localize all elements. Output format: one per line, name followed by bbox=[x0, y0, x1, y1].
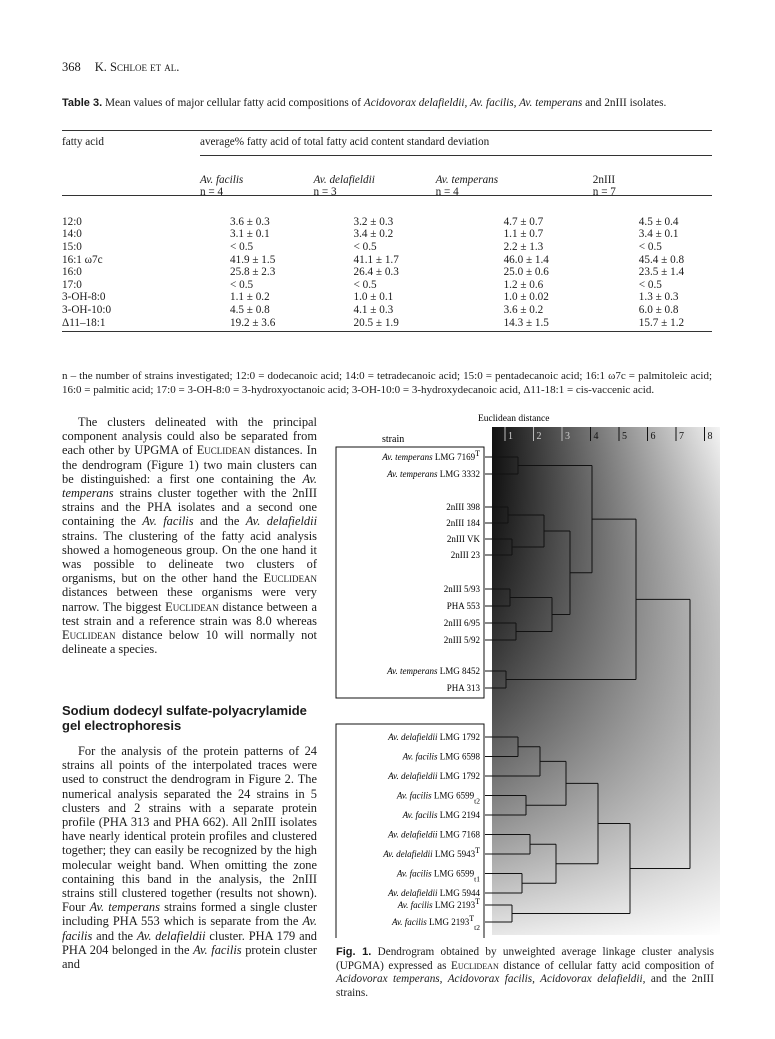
table-row bbox=[62, 254, 712, 267]
tick-label: 1 bbox=[508, 431, 513, 442]
table-footnote: n – the number of strains investigated; 12:0 = dodecanoic acid; 14:0 = tetradecanoic acid; 15:0 = pentadecanoic acid; 16:1 ω7c = palmitoleic acid; 16:0 = palmitic acid; 17:0 = 3-OH-8:0 = 3-hydroxyoctanoic acid; 3-OH-10:0 = 3-hydroxydecanoic acid, Δ11-18:1 = cis-vaccenic acid. bbox=[62, 370, 712, 396]
table-cell: 1.1 ± 0.2 bbox=[230, 291, 270, 304]
strain-label: 2nIII 398 bbox=[446, 502, 480, 512]
table-cell: 4.5 ± 0.8 bbox=[230, 303, 270, 316]
table-cell: 45.4 ± 0.8 bbox=[638, 253, 685, 266]
body-paragraph-1: The clusters delineated with the principal component analysis could also be separated from each other by UPGMA of Euclidean distances. In the dendrogram (Figure 1) two main clusters can be distinguished: a first one containing the Av. temperans strains cluster together with the 2nIII strains and the PHA isolates and a second one containing the Av. facilis and the Av. delafieldii strains. The clustering of the fatty acid analysis showed a homogeneous group. On the one hand it was possible to delineate two clusters of organisms, but on the other hand the Euclidean distances between these organisms were very narrow. The biggest Euclidean distance between a test strain and a reference strain was 8.0 whereas Euclidean distance below 10 will normally not delineate a species. bbox=[62, 415, 318, 657]
strain-label: Av. temperans LMG 3332 bbox=[387, 469, 480, 479]
col-species-name: Av. delafieldii bbox=[313, 173, 375, 186]
row-acid: 12:0 bbox=[62, 215, 82, 228]
tick-label: 2 bbox=[536, 431, 542, 442]
strain-label: 2nIII 184 bbox=[446, 518, 480, 528]
fatty-acid-table bbox=[62, 136, 712, 329]
tick-label: 4 bbox=[593, 431, 599, 442]
axis-title: Euclidean distance bbox=[478, 414, 550, 424]
n-row bbox=[62, 186, 712, 199]
table-cell: < 0.5 bbox=[638, 240, 662, 253]
strain-header: strain bbox=[382, 434, 405, 445]
col-species-name: 2nIII bbox=[592, 173, 616, 186]
row-acid: 3-OH-10:0 bbox=[62, 303, 112, 316]
caption-species: Acidovorax delafieldii, Av. facilis, Av. temperans bbox=[363, 97, 583, 109]
row-acid: 15:0 bbox=[62, 240, 82, 253]
caption-text: Mean values of major cellular fatty acid compositions of bbox=[104, 97, 364, 109]
tick-label: 7 bbox=[679, 431, 684, 442]
body-paragraph-2: For the analysis of the protein patterns of 24 strains all points of the interpolated traces were used to construct the dendrogram in Figure 2. The numerical analysis separated the 24 strains in 5 clusters and 2 strains with a separate protein profile (PHA 313 and PHA 662). All 2nIII isolates have nearly identical protein profiles and clustered together; they can easily be recognized by the high molecular weight band. When omitting the zone containing this band in the analysis, the 2nIII strains still clustered together (results not shown). Four Av. temperans strains formed a single cluster including PHA 553 which is separate from the Av. facilis and the Av. delafieldii cluster. PHA 179 and PHA 204 belonged in the Av. facilis protein cluster and bbox=[62, 744, 317, 972]
table-cell: 4.1 ± 0.3 bbox=[353, 303, 394, 316]
section-heading: Sodium dodecyl sulfate-polyacrylamide gel electrophoresis bbox=[62, 703, 307, 733]
table-cell: 3.1 ± 0.1 bbox=[230, 228, 270, 241]
table-cell: 20.5 ± 1.9 bbox=[353, 316, 399, 329]
table-cell: 15.7 ± 1.2 bbox=[638, 316, 685, 329]
table-cell: 3.4 ± 0.2 bbox=[353, 228, 394, 241]
strain-label: Av. delafieldii LMG 1792 bbox=[388, 732, 480, 742]
table-row bbox=[62, 317, 712, 330]
tick-label: 3 bbox=[565, 431, 570, 442]
table-row bbox=[62, 304, 712, 317]
table-cell: 1.3 ± 0.3 bbox=[638, 291, 679, 304]
col-group-header: average% fatty acid of total fatty acid content standard deviation bbox=[200, 136, 490, 148]
strain-label: Av. facilis LMG 6598 bbox=[402, 751, 480, 762]
strain-label: Av. delafieldii LMG 1792 bbox=[388, 771, 480, 781]
strain-label: Av. temperans LMG 8452 bbox=[387, 666, 480, 676]
strain-label: PHA 313 bbox=[446, 683, 480, 693]
table-cell: 1.1 ± 0.7 bbox=[503, 228, 544, 241]
dendrogram-figure bbox=[330, 408, 722, 938]
table-cell: < 0.5 bbox=[353, 240, 377, 253]
strain-label: 2nIII 6/95 bbox=[443, 618, 480, 628]
table-row bbox=[62, 228, 712, 241]
strain-label: Av. delafieldii LMG 7168 bbox=[388, 829, 480, 840]
table-cell: 23.5 ± 1.4 bbox=[638, 266, 685, 279]
row-acid: 14:0 bbox=[62, 228, 82, 241]
tick-label: 5 bbox=[622, 431, 627, 442]
strain-label: Av. facilis LMG 2194 bbox=[402, 810, 480, 820]
table-cell: 3.2 ± 0.3 bbox=[353, 215, 394, 228]
row-acid: Δ11–18:1 bbox=[62, 316, 106, 329]
table-row bbox=[62, 216, 712, 229]
col-species-name: Av. facilis bbox=[200, 173, 244, 186]
col-n: n = 3 bbox=[313, 186, 337, 199]
strain-label: Av. facilis LMG $6599_{t1}$ bbox=[396, 868, 480, 883]
col-n: n = 7 bbox=[592, 186, 616, 199]
table-cell: 2.2 ± 1.3 bbox=[503, 240, 544, 253]
strain-label: Av. facilis LMG $6599_{t2}$ bbox=[396, 790, 480, 805]
table-cell: 46.0 ± 1.4 bbox=[503, 253, 549, 266]
table-cell: 4.7 ± 0.7 bbox=[503, 215, 544, 228]
strain-label: Av. facilis LMG $2193^T_{t2}$ bbox=[391, 913, 480, 932]
table-cell: 19.2 ± 3.6 bbox=[230, 316, 276, 329]
caption-text-end: and 2nIII isolates. bbox=[582, 97, 667, 109]
strain-label: 2nIII 5/92 bbox=[443, 635, 480, 645]
col-n: n = 4 bbox=[435, 186, 459, 199]
col-species-name: Av. temperans bbox=[435, 173, 499, 186]
table-row bbox=[62, 241, 712, 254]
strain-label: 2nIII 5/93 bbox=[443, 584, 480, 594]
row-acid: 16:0 bbox=[62, 266, 82, 279]
table-cell: 3.6 ± 0.2 bbox=[503, 303, 544, 316]
table-cell: 1.0 ± 0.02 bbox=[503, 291, 549, 304]
table-cell: < 0.5 bbox=[638, 278, 662, 291]
table-caption bbox=[62, 96, 712, 110]
strain-label: 2nIII 23 bbox=[450, 550, 480, 560]
table-cell: 41.9 ± 1.5 bbox=[230, 253, 276, 266]
col-n: n = 4 bbox=[200, 186, 224, 199]
table-header-row bbox=[62, 136, 712, 149]
table-cell: 14.3 ± 1.5 bbox=[503, 316, 549, 329]
table-cell: < 0.5 bbox=[353, 278, 377, 291]
running-authors: K. Schloe et al. bbox=[94, 60, 180, 74]
table-row bbox=[62, 291, 712, 304]
row-acid: 17:0 bbox=[62, 278, 82, 291]
table-cell: 4.5 ± 0.4 bbox=[638, 215, 679, 228]
table-cell: 3.6 ± 0.3 bbox=[230, 215, 270, 228]
tick-label: 6 bbox=[650, 431, 656, 442]
tick-label: 8 bbox=[707, 431, 713, 442]
table-cell: 1.2 ± 0.6 bbox=[503, 278, 544, 291]
table-cell: 6.0 ± 0.8 bbox=[638, 303, 679, 316]
table-cell: 41.1 ± 1.7 bbox=[353, 253, 399, 266]
strain-label: Av. delafieldii LMG $5943^T$ bbox=[383, 845, 480, 859]
strain-label: PHA 553 bbox=[446, 601, 480, 611]
strain-box bbox=[336, 447, 484, 698]
strain-label: Av. temperans LMG $7169^T$ bbox=[382, 448, 480, 462]
running-header bbox=[62, 60, 179, 75]
col-fatty-acid: fatty acid bbox=[62, 136, 104, 148]
species-header-row bbox=[62, 174, 712, 187]
table-cell: 26.4 ± 0.3 bbox=[353, 266, 399, 279]
row-acid: 3-OH-8:0 bbox=[62, 291, 106, 304]
table-cell: < 0.5 bbox=[230, 240, 254, 253]
strain-label: Av. delafieldii LMG 5944 bbox=[388, 888, 480, 898]
table-top-rule bbox=[62, 130, 712, 131]
table-cell: 25.0 ± 0.6 bbox=[503, 266, 549, 279]
table-cell: 25.8 ± 2.3 bbox=[230, 266, 276, 279]
strain-label: 2nIII VK bbox=[446, 534, 480, 544]
table-row bbox=[62, 266, 712, 279]
page-number: 368 bbox=[62, 60, 81, 74]
table-label: Table 3. bbox=[62, 97, 103, 109]
table-bottom-rule bbox=[62, 331, 712, 332]
table-cell: 1.0 ± 0.1 bbox=[353, 291, 394, 304]
table-row bbox=[62, 279, 712, 292]
table-cell: < 0.5 bbox=[230, 278, 254, 291]
strain-label: Av. facilis LMG $2193^T$ bbox=[397, 896, 480, 910]
figure-caption: Fig. 1. Dendrogram obtained by unweighted average linkage cluster analysis (UPGMA) expressed as Euclidean distance of cellular fatty acid composition of Acidovorax temperans, Acidovorax facilis, Acidovorax delafieldii, and the 2nIII strains. bbox=[336, 946, 715, 999]
table-cell: 3.4 ± 0.1 bbox=[638, 228, 679, 241]
row-acid: 16:1 ω7c bbox=[62, 253, 103, 266]
